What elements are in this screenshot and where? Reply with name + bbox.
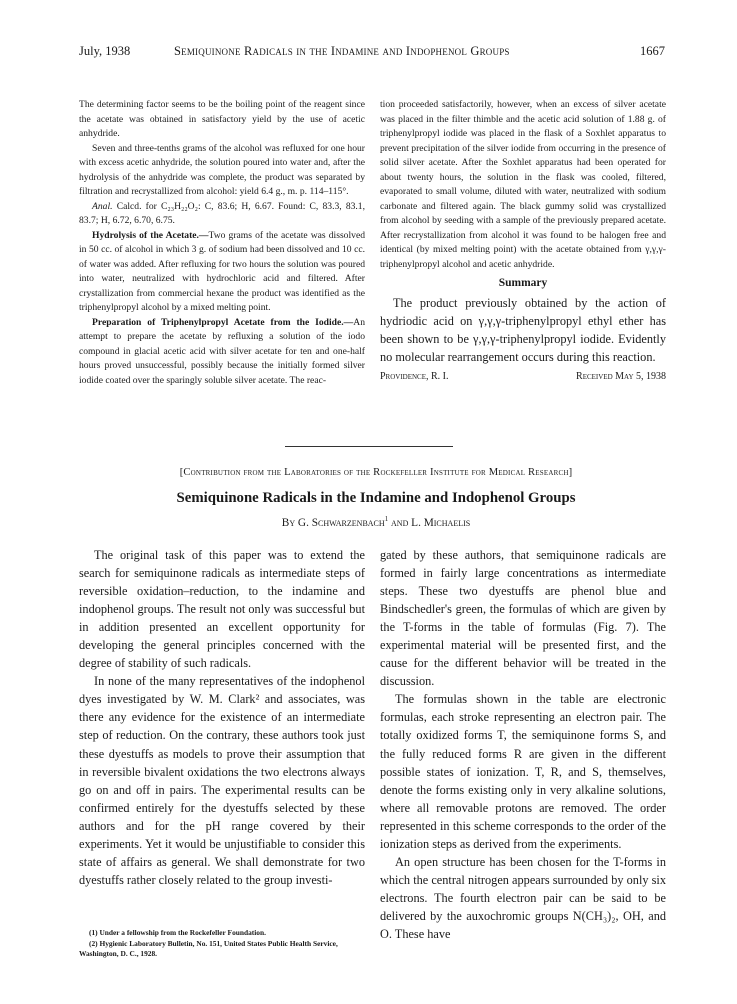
running-header: [79, 44, 665, 60]
paragraph: gated by these authors, that semiquinone radicals are formed in fairly large concentrations as intermediate steps. These two dyestuffs are phenol blue and Bindschedler's green, the formulas of which are given by the T-forms in the table of formulas (Fig. 7). The experimental material will be presented first, and the cause for the different behavior will be treated in the discussion.: [380, 548, 666, 689]
paragraph: An open structure has been chosen for the T-forms in which the central nitrogen appears surrounded by only six electrons. The fourth electron pair can be said to be delivered by the auxochromic groups N(CH₃)₂, OH, and O. These have: [380, 854, 666, 941]
article-left-column: [79, 546, 365, 889]
paragraph: The determining factor seems to be the boiling point of the reagent since the acetate was obtained in satisfactory yield by the use of acetic anhydride.: [79, 99, 365, 139]
footnote: (1) Under a fellowship from the Rockefeller Foundation.: [89, 928, 266, 937]
footnotes: [79, 928, 365, 960]
header-date: July, 1938: [79, 44, 131, 58]
hydrolysis-paragraph: [79, 229, 365, 316]
paragraph: tion proceeded satisfactorily, however, when an excess of silver acetate was placed in the filter thimble and the acetic acid solution of 1.88 g. of triphenylpropyl iodide was placed in the flask of a Soxhlet apparatus to prevent precipitation of the silver iodide from occurring in the presence of solid silver acetate. After the Soxhlet apparatus had been operated for about twenty hours, the solution in the flask was cooled, filtered, evaporated to small volume, diluted with water, neutralized with sodium carbonate and filtered again. The black gummy solid was crystallized from alcohol by seeding with a sample of the previously prepared acetate. After recrystallization from alcohol it was found to be halogen free and identical (by mixed melting point) with the acetate obtained from γ,γ,γ-triphenylpropyl alcohol and acetic anhydride.: [380, 99, 666, 270]
preparation-paragraph: [79, 316, 365, 389]
article-title: Semiquinone Radicals in the Indamine and Indophenol Groups: [176, 490, 576, 506]
author-1: By G. Schwarzenbach: [281, 516, 385, 529]
author-2: and L. Michaelis: [388, 516, 471, 529]
footnote: (2) Hygienic Laboratory Bulletin, No. 151, United States Public Health Service, Washington, D. C., 1928.: [79, 938, 338, 958]
header-running-title: Semiquinone Radicals in the Indamine and Indophenol Groups: [174, 44, 510, 58]
article-authors: [79, 515, 673, 529]
place: Providence, R. I.: [380, 370, 449, 382]
analysis-paragraph: [79, 200, 365, 229]
section-text: Two grams of the acetate was dissolved in 50 cc. of alcohol in which 3 g. of sodium had been dissolved and 10 cc. of water was added. After refluxing for two hours the solution was poured into water, neutralized with hydrochloric acid and filtered. After crystallization from commercial hexane the product was identified as the triphenylpropyl alcohol by a mixed melting point.: [79, 229, 365, 313]
section-heading: Preparation of Triphenylpropyl Acetate from the Iodide.—: [92, 316, 354, 328]
received-date: Received May 5, 1938: [576, 370, 666, 382]
section-heading: Hydrolysis of the Acetate.—: [92, 229, 209, 241]
section-text: An attempt to prepare the acetate by refluxing a solution of the iodo compound in glacial acetic acid with silver acetate for ten and one-half hours proved unsuccessful, possibly because the initially formed silver iodide coated over the sparingly soluble silver acetate. The reac-: [79, 316, 365, 386]
anal-label: Anal.: [92, 200, 113, 212]
prev-article-left-column: [79, 98, 365, 388]
summary-heading: Summary: [498, 277, 548, 289]
article-right-column: [380, 546, 666, 943]
paragraph: Seven and three-tenths grams of the alcohol was refluxed for one hour with excess acetic anhydride, the solution poured into water and, after the hydrolysis of the anhydride was complete, the product was separated by filtration and recrystallized from alcohol: yield 6.4 g., m. p. 114–115°.: [79, 142, 365, 197]
paragraph: The original task of this paper was to extend the search for semiquinone radicals as intermediate steps of reversible oxidation–reduction, to the indamine and indophenol groups. The result not only was successful but in addition presented an excellent opportunity for developing the general principles concerned with the degree of stability of such radicals.: [79, 548, 365, 671]
divider-rule: [285, 446, 453, 447]
paragraph: In none of the many representatives of the indophenol dyes investigated by W. M. Clark² and associates, was there any evidence for the existence of an intermediate step of reduction. On the contrary, these authors took just these dyestuffs as models to prove their assumption that in reversible bivalent oxidations the two electrons always go on and off in pairs. The experimental results can be confirmed entirely for the dyestuffs selected by these authors and for the pH range covered by their experiments. Yet it would be unjustifiable to consider this state of affairs as general. We shall demonstrate for two dyestuffs rather closely related to the group investi-: [79, 674, 365, 887]
footnote-marker: 1: [384, 515, 389, 523]
contribution-line: [Contribution from the Laboratories of the Rockefeller Institute for Medical Research]: [179, 467, 573, 478]
anal-text: Calcd. for C₂₃H₂₂O₂: C, 83.6; H, 6.67. Found: C, 83.3, 83.1, 83.7; H, 6.72, 6.70, 6.75.: [79, 200, 366, 226]
paragraph: The formulas shown in the table are electronic formulas, each stroke representing an electron pair. The totally oxidized forms T, the semiquinone forms S, and the fully reduced forms R are given in the different possible states of ionization. T, R, and S, themselves, denote the forms existing only in very alkaline solutions, where all removable protons are removed. The order represented in this scheme corresponds to the order of the ionization steps as derived from the experiments.: [380, 692, 666, 851]
summary-text: The product previously obtained by the action of hydriodic acid on γ,γ,γ-triphenylpropyl ethyl ether has been shown to be γ,γ,γ-triphenylpropyl iodide. Evidently no molecular rearrangement occurs during this reaction.: [380, 295, 666, 364]
header-page-number: 1667: [640, 44, 665, 58]
prev-article-right-column: [380, 98, 666, 384]
place-received-line: [380, 370, 666, 384]
